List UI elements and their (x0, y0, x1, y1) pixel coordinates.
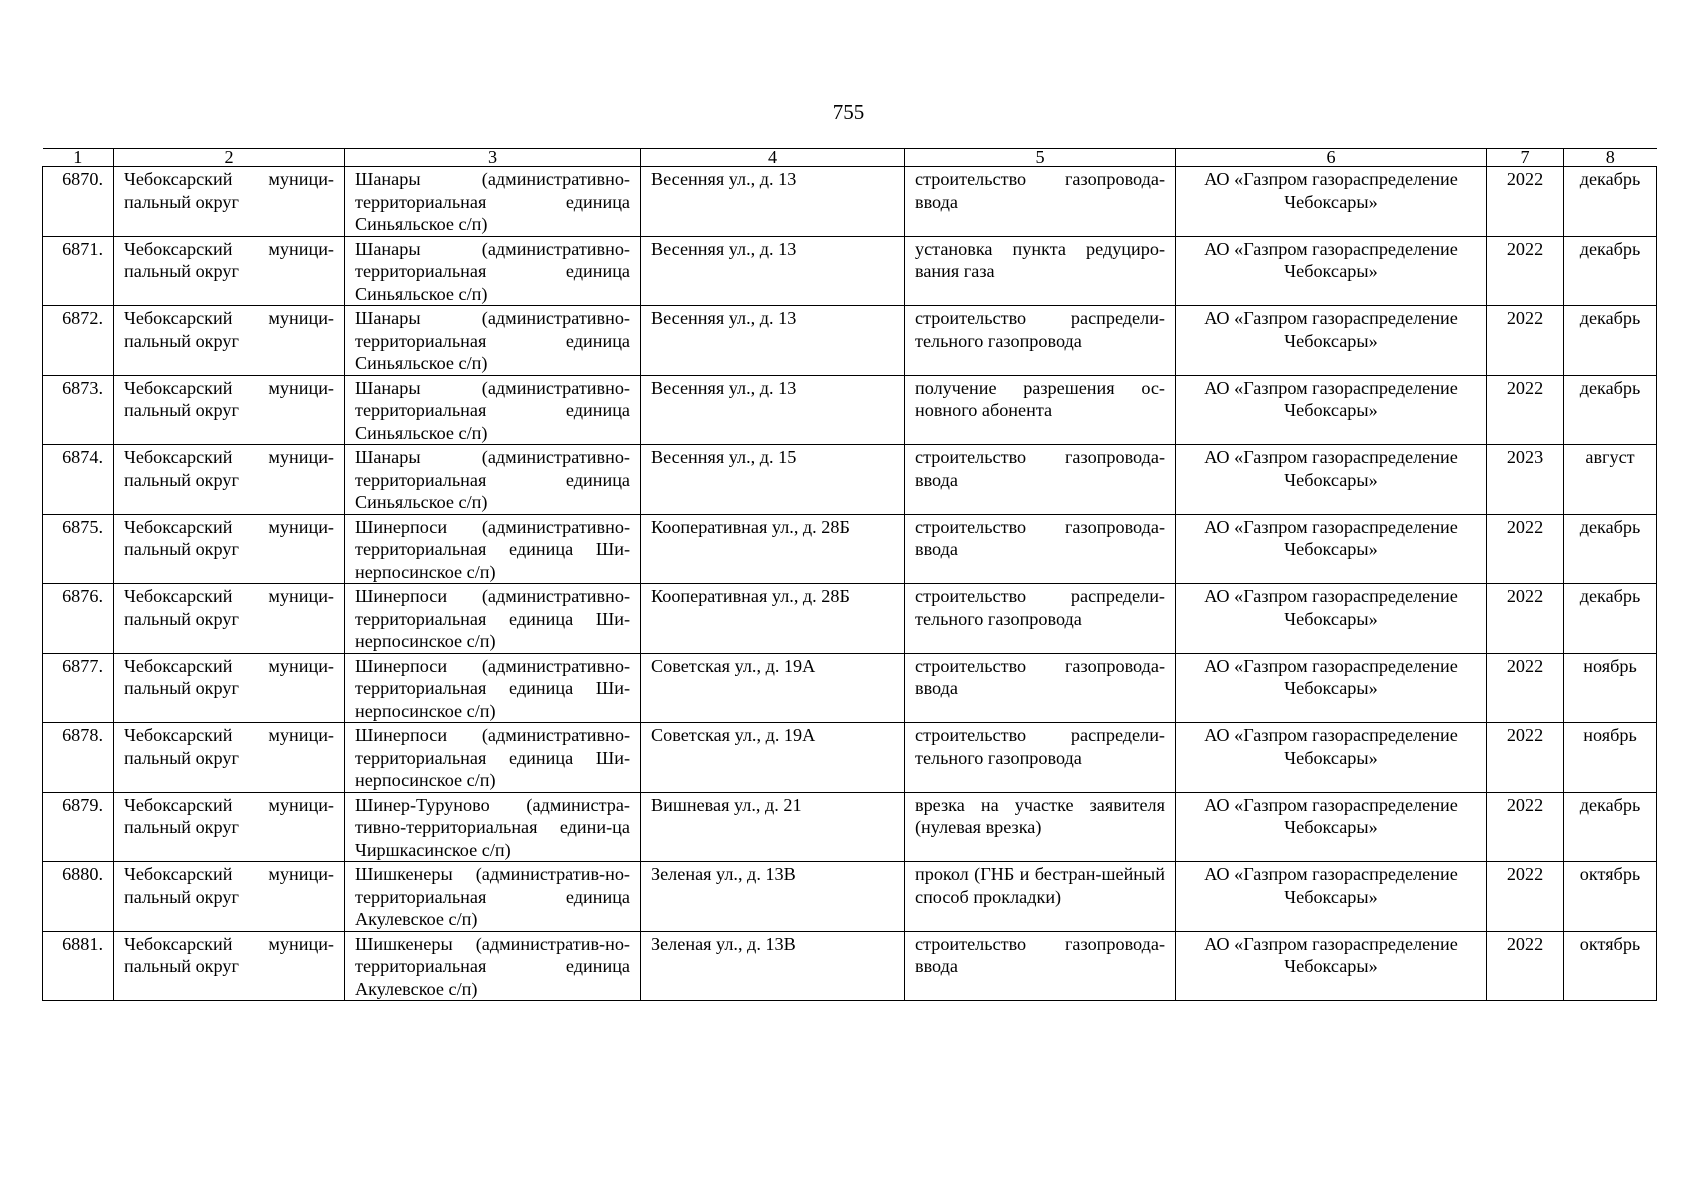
table-row (43, 167, 1657, 237)
address-cell: Весенняя ул., д. 13 (641, 167, 905, 237)
work-type-cell: строительство газопровода-ввода (905, 653, 1176, 723)
col-header-1: 1 (43, 149, 114, 167)
district-cell: Чебоксарский муници-пальный округ (114, 445, 345, 515)
row-number: 6874. (43, 445, 114, 515)
district-cell: Чебоксарский муници-пальный округ (114, 653, 345, 723)
executor-cell: АО «Газпром газораспределение Чебоксары» (1176, 514, 1487, 584)
district-cell: Чебоксарский муници-пальный округ (114, 862, 345, 932)
year-cell: 2022 (1487, 723, 1564, 793)
address-cell: Зеленая ул., д. 13В (641, 931, 905, 1001)
row-number: 6875. (43, 514, 114, 584)
month-cell: ноябрь (1564, 723, 1657, 793)
col-header-5: 5 (905, 149, 1176, 167)
executor-cell: АО «Газпром газораспределение Чебоксары» (1176, 375, 1487, 445)
work-type-cell: врезка на участке заявителя (нулевая врезка) (905, 792, 1176, 862)
settlement-cell: Шинер-Туруново (администра-тивно-территориальная едини-ца Чиршкасинское с/п) (345, 792, 641, 862)
settlement-cell: Шишкенеры (административ-но-территориальная единица Акулевское с/п) (345, 931, 641, 1001)
year-cell: 2022 (1487, 584, 1564, 654)
year-cell: 2022 (1487, 306, 1564, 376)
executor-cell: АО «Газпром газораспределение Чебоксары» (1176, 792, 1487, 862)
month-cell: август (1564, 445, 1657, 515)
row-number: 6877. (43, 653, 114, 723)
work-type-cell: строительство газопровода-ввода (905, 514, 1176, 584)
row-number: 6872. (43, 306, 114, 376)
settlement-cell: Шанары (административно-территориальная единица Синьяльское с/п) (345, 375, 641, 445)
col-header-6: 6 (1176, 149, 1487, 167)
month-cell: октябрь (1564, 862, 1657, 932)
table-row (43, 375, 1657, 445)
address-cell: Весенняя ул., д. 13 (641, 375, 905, 445)
settlement-cell: Шинерпоси (административно-территориальная единица Ши-нерпосинское с/п) (345, 653, 641, 723)
year-cell: 2022 (1487, 375, 1564, 445)
executor-cell: АО «Газпром газораспределение Чебоксары» (1176, 236, 1487, 306)
year-cell: 2022 (1487, 236, 1564, 306)
row-number: 6871. (43, 236, 114, 306)
month-cell: декабрь (1564, 584, 1657, 654)
work-type-cell: получение разрешения ос-новного абонента (905, 375, 1176, 445)
month-cell: ноябрь (1564, 653, 1657, 723)
table-row (43, 445, 1657, 515)
year-cell: 2022 (1487, 931, 1564, 1001)
work-type-cell: прокол (ГНБ и бестран-шейный способ прокладки) (905, 862, 1176, 932)
page-number: 755 (832, 100, 865, 124)
settlement-cell: Шанары (административно-территориальная единица Синьяльское с/п) (345, 445, 641, 515)
settlement-cell: Шишкенеры (административ-но-территориальная единица Акулевское с/п) (345, 862, 641, 932)
month-cell: октябрь (1564, 931, 1657, 1001)
table-row (43, 862, 1657, 932)
year-cell: 2022 (1487, 792, 1564, 862)
work-type-cell: строительство газопровода-ввода (905, 445, 1176, 515)
table-row (43, 723, 1657, 793)
executor-cell: АО «Газпром газораспределение Чебоксары» (1176, 167, 1487, 237)
work-type-cell: строительство распредели-тельного газопровода (905, 584, 1176, 654)
executor-cell: АО «Газпром газораспределение Чебоксары» (1176, 445, 1487, 515)
settlement-cell: Шинерпоси (административно-территориальная единица Ши-нерпосинское с/п) (345, 584, 641, 654)
row-number: 6870. (43, 167, 114, 237)
executor-cell: АО «Газпром газораспределение Чебоксары» (1176, 931, 1487, 1001)
settlement-cell: Шанары (административно-территориальная единица Синьяльское с/п) (345, 167, 641, 237)
year-cell: 2023 (1487, 445, 1564, 515)
work-type-cell: строительство распредели-тельного газопровода (905, 306, 1176, 376)
address-cell: Весенняя ул., д. 15 (641, 445, 905, 515)
district-cell: Чебоксарский муници-пальный округ (114, 236, 345, 306)
month-cell: декабрь (1564, 306, 1657, 376)
month-cell: декабрь (1564, 514, 1657, 584)
table-row (43, 931, 1657, 1001)
district-cell: Чебоксарский муници-пальный округ (114, 306, 345, 376)
district-cell: Чебоксарский муници-пальный округ (114, 931, 345, 1001)
executor-cell: АО «Газпром газораспределение Чебоксары» (1176, 723, 1487, 793)
table-row (43, 584, 1657, 654)
district-cell: Чебоксарский муници-пальный округ (114, 792, 345, 862)
work-type-cell: установка пункта редуциро-вания газа (905, 236, 1176, 306)
district-cell: Чебоксарский муници-пальный округ (114, 514, 345, 584)
row-number: 6878. (43, 723, 114, 793)
executor-cell: АО «Газпром газораспределение Чебоксары» (1176, 306, 1487, 376)
table-row (43, 306, 1657, 376)
year-cell: 2022 (1487, 167, 1564, 237)
address-cell: Зеленая ул., д. 13В (641, 862, 905, 932)
executor-cell: АО «Газпром газораспределение Чебоксары» (1176, 862, 1487, 932)
address-cell: Вишневая ул., д. 21 (641, 792, 905, 862)
work-type-cell: строительство распредели-тельного газопровода (905, 723, 1176, 793)
month-cell: декабрь (1564, 236, 1657, 306)
address-cell: Советская ул., д. 19А (641, 723, 905, 793)
column-number-row (43, 149, 1657, 167)
month-cell: декабрь (1564, 792, 1657, 862)
settlement-cell: Шанары (административно-территориальная единица Синьяльское с/п) (345, 306, 641, 376)
register-table (42, 148, 1657, 1001)
year-cell: 2022 (1487, 514, 1564, 584)
executor-cell: АО «Газпром газораспределение Чебоксары» (1176, 653, 1487, 723)
table-row (43, 653, 1657, 723)
settlement-cell: Шинерпоси (административно-территориальная единица Ши-нерпосинское с/п) (345, 514, 641, 584)
year-cell: 2022 (1487, 653, 1564, 723)
table-row (43, 792, 1657, 862)
row-number: 6881. (43, 931, 114, 1001)
month-cell: декабрь (1564, 167, 1657, 237)
col-header-7: 7 (1487, 149, 1564, 167)
col-header-3: 3 (345, 149, 641, 167)
address-cell: Весенняя ул., д. 13 (641, 236, 905, 306)
col-header-8: 8 (1564, 149, 1657, 167)
district-cell: Чебоксарский муници-пальный округ (114, 375, 345, 445)
district-cell: Чебоксарский муници-пальный округ (114, 723, 345, 793)
settlement-cell: Шанары (административно-территориальная единица Синьяльское с/п) (345, 236, 641, 306)
table-row (43, 236, 1657, 306)
district-cell: Чебоксарский муници-пальный округ (114, 167, 345, 237)
col-header-2: 2 (114, 149, 345, 167)
table-row (43, 514, 1657, 584)
col-header-4: 4 (641, 149, 905, 167)
address-cell: Советская ул., д. 19А (641, 653, 905, 723)
district-cell: Чебоксарский муници-пальный округ (114, 584, 345, 654)
work-type-cell: строительство газопровода-ввода (905, 167, 1176, 237)
address-cell: Кооперативная ул., д. 28Б (641, 584, 905, 654)
year-cell: 2022 (1487, 862, 1564, 932)
work-type-cell: строительство газопровода-ввода (905, 931, 1176, 1001)
row-number: 6873. (43, 375, 114, 445)
address-cell: Весенняя ул., д. 13 (641, 306, 905, 376)
settlement-cell: Шинерпоси (административно-территориальная единица Ши-нерпосинское с/п) (345, 723, 641, 793)
month-cell: декабрь (1564, 375, 1657, 445)
row-number: 6879. (43, 792, 114, 862)
row-number: 6880. (43, 862, 114, 932)
address-cell: Кооперативная ул., д. 28Б (641, 514, 905, 584)
executor-cell: АО «Газпром газораспределение Чебоксары» (1176, 584, 1487, 654)
row-number: 6876. (43, 584, 114, 654)
